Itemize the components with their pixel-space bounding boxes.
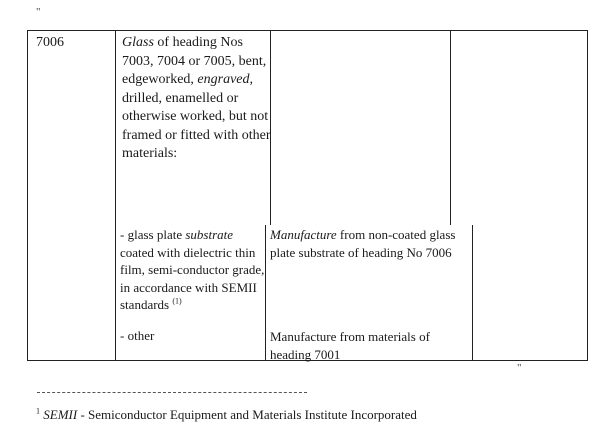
footnote-separator (37, 392, 307, 393)
footnote-text: - Semiconductor Equipment and Materials Institute Incorporated (77, 407, 417, 422)
description-part: , drilled, enamelled or otherwise worked, but not framed or fitted with other materials: (122, 72, 271, 161)
working-rule-2: Manufacture from materials of heading 7001 (270, 329, 430, 362)
description-part: Glass (122, 35, 154, 50)
rule-italic-word: Manufacture (270, 227, 337, 242)
footnote (36, 407, 417, 423)
column-divider (472, 225, 473, 361)
description-part: engraved (197, 72, 250, 87)
product-description (122, 34, 272, 164)
description-part: of heading Nos 7003, 7004 or 7005, bent, edgeworked, (122, 35, 267, 87)
heading-number: 7006 (36, 35, 64, 50)
closing-quote-mark: " (517, 362, 522, 374)
sub-item-other: - other (120, 328, 155, 343)
column-divider (450, 30, 451, 225)
footnote-marker: 1 (36, 406, 40, 416)
footnote-abbrev: SEMII (43, 407, 78, 422)
sub-item-text: coated with dielectric thin film, semi-conductor grade, in accordance with SEMII standards (120, 244, 265, 312)
sub-item-prefix: - glass plate (120, 227, 186, 242)
sub-item-italic-word: substrate (185, 227, 234, 242)
opening-quote-mark: " (36, 6, 41, 18)
footnote-reference: (1) (172, 296, 182, 306)
column-divider (115, 30, 116, 361)
sub-item-glass-plate (120, 226, 270, 314)
rule-text: from non-coated glass plate substrate of heading No 7006 (270, 227, 456, 260)
rules-table (27, 30, 588, 361)
working-rule-1 (270, 226, 470, 261)
